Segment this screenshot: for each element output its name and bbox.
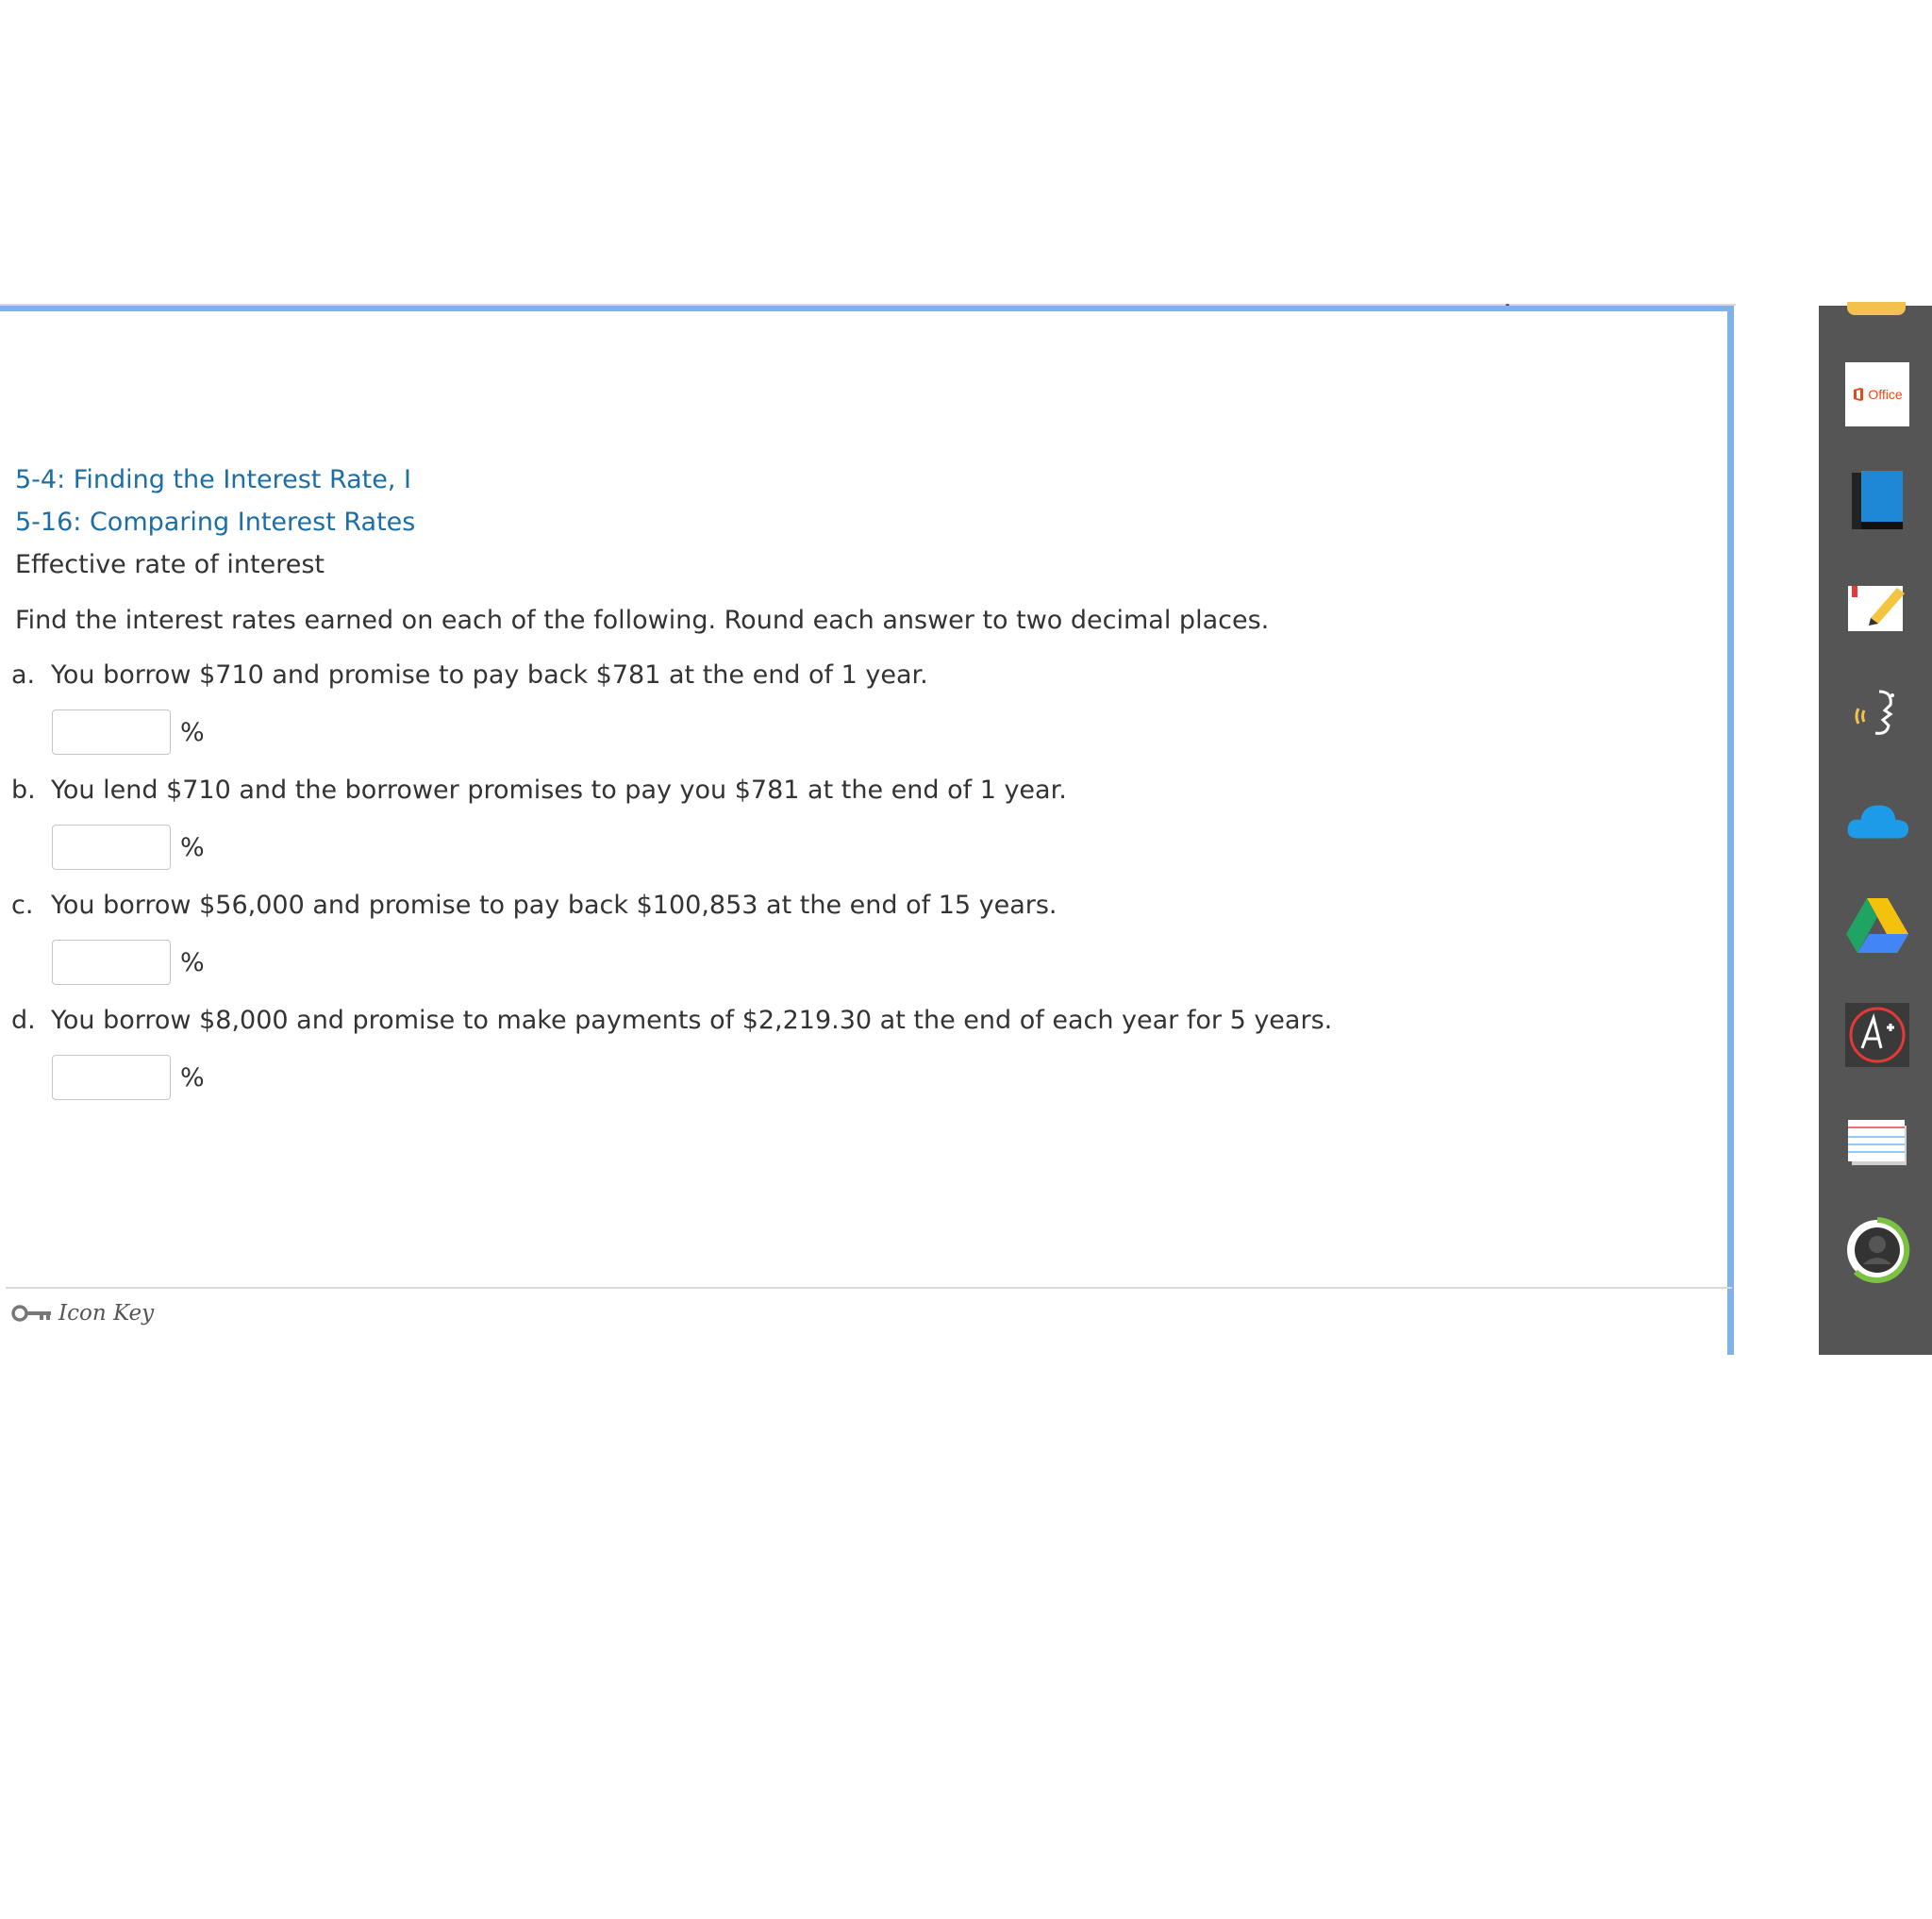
answer-row-c (52, 940, 205, 987)
answer-input-a[interactable] (52, 709, 171, 755)
answer-input-b[interactable] (52, 825, 171, 870)
answer-input-d[interactable] (52, 1055, 171, 1100)
link-finding-interest-rate[interactable]: 5-4: Finding the Interest Rate, I (15, 465, 411, 494)
subheading: Effective rate of interest (15, 550, 325, 579)
footer-divider (6, 1287, 1732, 1289)
question-letter: d. (11, 1006, 36, 1035)
question-text: You borrow $8,000 and promise to make payments of $2,219.30 at the end of each year for 5 years. (51, 1006, 1333, 1035)
percent-label: % (180, 717, 205, 747)
drive-icon[interactable] (1844, 893, 1910, 959)
icon-key-label: Icon Key (58, 1301, 155, 1326)
cloud-icon[interactable] (1844, 787, 1910, 853)
office-logo-icon (1852, 387, 1865, 402)
question-letter: a. (11, 660, 36, 690)
grade-a-plus-icon[interactable] (1844, 1002, 1910, 1068)
speech-icon[interactable] (1844, 679, 1910, 745)
question-text: You borrow $56,000 and promise to pay back $100,853 at the end of 15 years. (51, 891, 1058, 920)
question-letter: c. (11, 891, 34, 920)
office-label: Office (1868, 387, 1903, 402)
question-text: You lend $710 and the borrower promises to pay you $781 at the end of 1 year. (51, 776, 1067, 805)
instructions: Find the interest rates earned on each of the following. Round each answer to two decimal places. (15, 606, 1270, 635)
link-comparing-interest-rates[interactable]: 5-16: Comparing Interest Rates (15, 508, 416, 537)
answer-row-b (52, 825, 205, 872)
question-letter: b. (11, 776, 36, 805)
dock-top-tab[interactable] (1847, 302, 1906, 315)
question-text: You borrow $710 and promise to pay back $781 at the end of 1 year. (51, 660, 928, 690)
profile-icon[interactable] (1844, 1217, 1910, 1283)
breadcrumb (15, 459, 415, 586)
office-icon[interactable] (1844, 361, 1910, 427)
question-b (11, 772, 1067, 809)
answer-row-a (52, 709, 205, 757)
notepad-pencil-icon[interactable] (1844, 574, 1910, 640)
answer-row-d (52, 1055, 205, 1102)
percent-label: % (180, 832, 205, 862)
question-a (11, 657, 928, 694)
office-tile (1845, 362, 1909, 426)
key-icon (11, 1300, 53, 1327)
question-c (11, 887, 1058, 925)
percent-label: % (180, 1062, 205, 1093)
answer-input-c[interactable] (52, 940, 171, 985)
index-card-icon[interactable] (1844, 1110, 1910, 1176)
percent-label: % (180, 947, 205, 977)
question-d (11, 1002, 1332, 1040)
icon-key-link[interactable] (11, 1296, 154, 1330)
book-icon[interactable] (1844, 468, 1910, 534)
